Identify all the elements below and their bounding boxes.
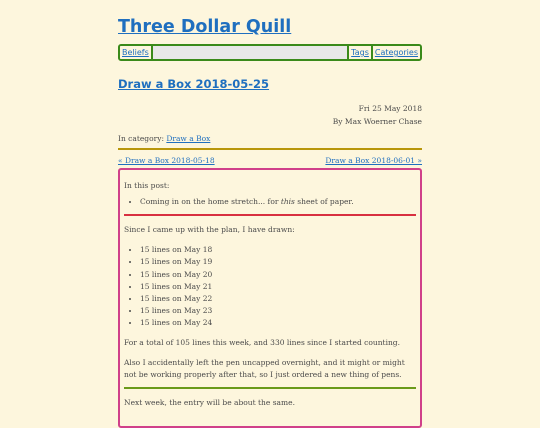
in-this-post-label: In this post: bbox=[124, 181, 170, 190]
nav-categories-link[interactable]: Categories bbox=[374, 48, 418, 57]
prev-entry-link[interactable]: « Draw a Box 2018-05-18 bbox=[118, 156, 215, 165]
article-title-link[interactable]: Draw a Box 2018-05-25 bbox=[118, 77, 270, 91]
article-title bbox=[118, 74, 422, 94]
list-item: • 15 lines on May 24 bbox=[140, 317, 416, 329]
toc-list bbox=[124, 196, 416, 208]
nav-beliefs-link[interactable]: Beliefs bbox=[120, 46, 153, 59]
list-item: • 15 lines on May 18 bbox=[140, 244, 416, 256]
list-item: • 15 lines on May 23 bbox=[140, 305, 416, 317]
toc-text-emphasis: this bbox=[280, 197, 295, 206]
article-date: Fri 25 May 2018 bbox=[358, 104, 422, 113]
nav-bar bbox=[118, 44, 422, 61]
list-item: • 15 lines on May 20 bbox=[140, 269, 416, 281]
lines-list bbox=[124, 244, 416, 329]
page bbox=[118, 0, 422, 428]
divider-green bbox=[124, 387, 416, 389]
category-link[interactable]: Draw a Box bbox=[166, 134, 211, 143]
pen-note-paragraph: Also I accidentally left the pen uncapped overnight, and it might or might not be working properly after that, so I just ordered a new thing of pens. bbox=[124, 357, 405, 379]
next-week-paragraph: Next week, the entry will be about the same. bbox=[124, 397, 295, 407]
article-content bbox=[118, 168, 422, 428]
site-title-link[interactable]: Three Dollar Quill bbox=[118, 17, 292, 37]
nav-spacer bbox=[153, 46, 349, 59]
toc-text-after: sheet of paper. bbox=[294, 197, 354, 206]
article-meta bbox=[118, 102, 422, 128]
divider-gold bbox=[118, 148, 422, 150]
since-intro: Since I came up with the plan, I have drawn: bbox=[124, 225, 295, 235]
divider-red bbox=[124, 214, 416, 216]
total-paragraph: For a total of 105 lines this week, and 330 lines since I started counting. bbox=[124, 337, 400, 347]
article-category bbox=[118, 133, 422, 145]
next-entry-link[interactable]: Draw a Box 2018-06-01 » bbox=[325, 156, 422, 165]
toc-item[interactable] bbox=[140, 196, 416, 208]
article-author: By Max Woerner Chase bbox=[332, 117, 422, 126]
category-label: In category: bbox=[118, 134, 164, 143]
list-item: • 15 lines on May 21 bbox=[140, 281, 416, 293]
site-title bbox=[118, 0, 422, 40]
list-item: • 15 lines on May 22 bbox=[140, 293, 416, 305]
nav-tags-link[interactable]: Tags bbox=[349, 46, 373, 59]
prev-next-nav bbox=[118, 155, 422, 167]
list-item: • 15 lines on May 19 bbox=[140, 256, 416, 268]
toc-text-before: Coming in on the home stretch... for bbox=[140, 197, 281, 206]
